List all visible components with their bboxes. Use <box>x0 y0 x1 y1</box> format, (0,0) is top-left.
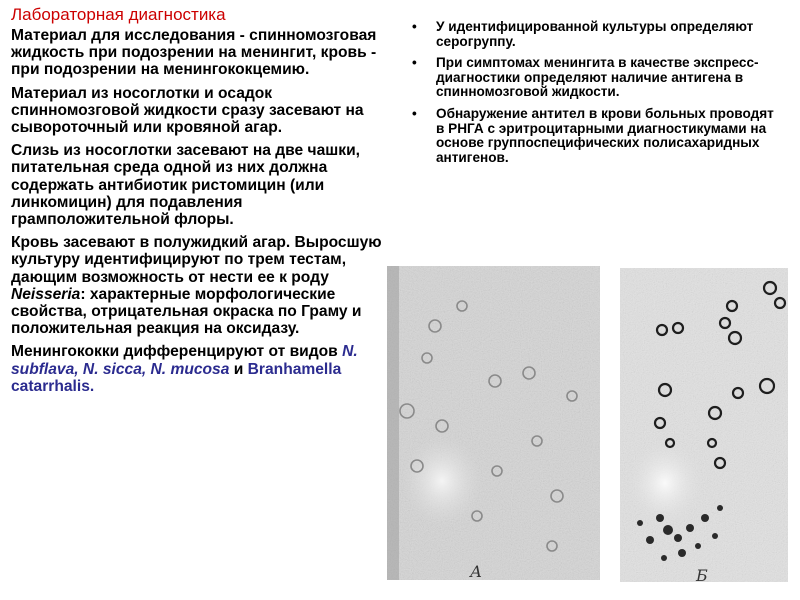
bullet-item <box>412 107 782 165</box>
culture-photo-a <box>387 266 600 580</box>
paragraph-inoculation: Материал из носоглотки и осадок спинномозговой жидкости сразу засевают на сывороточный или кровяной агар. <box>11 84 364 137</box>
bullet-item <box>412 20 782 49</box>
left-text-column <box>11 27 391 401</box>
paragraph-nasopharynx: Слизь из носоглотки засевают на две чашки, питательная среда одной из них должна содержать антибиотик ристомицин (или линкомицин) для подавления грамположительной флоры. <box>11 142 361 229</box>
bullet-text: У идентифицированной культуры определяют серогруппу. <box>436 19 754 49</box>
right-bullet-column <box>412 20 782 172</box>
bullet-icon: • <box>412 55 417 71</box>
branhamella-name: Branhamella catarrhalis. <box>11 360 342 395</box>
photo-label-a: А <box>470 562 483 581</box>
bullet-icon: • <box>412 19 417 34</box>
species-names: N. subflava, N. sicca, N. mucosa <box>11 343 358 378</box>
diff-text-mid: и <box>229 360 248 378</box>
paragraph-differentiation <box>11 343 391 395</box>
photo-label-b: Б <box>696 566 708 585</box>
culture-photo-b <box>620 268 788 582</box>
paragraph-material: Материал для исследования - спинномозговая жидкость при подозрении на менингит, кровь - при подозрении на менингококцемию. <box>11 27 377 79</box>
blood-text-start: Кровь засевают в полужидкий агар. Выросшую культуру идентифицируют по трем тестам, дающим возможность от нести ее к роду <box>11 234 382 286</box>
bullet-text: Обнаружение антител в крови больных проводят в РНГА с эритроцитарными диагностикумами на основе группоспецифических полисахаридных антигенов. <box>436 105 774 165</box>
culture-photo-b-image <box>620 268 788 582</box>
bullet-item <box>412 56 782 100</box>
bullet-list <box>412 20 782 165</box>
diff-text-start: Менингококки дифференцируют от видов <box>11 343 343 361</box>
culture-photo-a-image <box>387 266 600 580</box>
bullet-icon: • <box>412 105 417 121</box>
slide-title: Лабораторная диагностика <box>11 5 226 24</box>
paragraph-blood <box>11 234 391 337</box>
bullet-text: При симптомах менингита в качестве экспресс-диагностики определяют наличие антигена в спинномозговой жидкости. <box>436 55 759 100</box>
blood-text-end: : характерные морфологические свойства, отрицательная окраска по Граму и положительная реакция на оксидазу. <box>11 285 362 338</box>
genus-name: Neisseria <box>11 285 81 303</box>
